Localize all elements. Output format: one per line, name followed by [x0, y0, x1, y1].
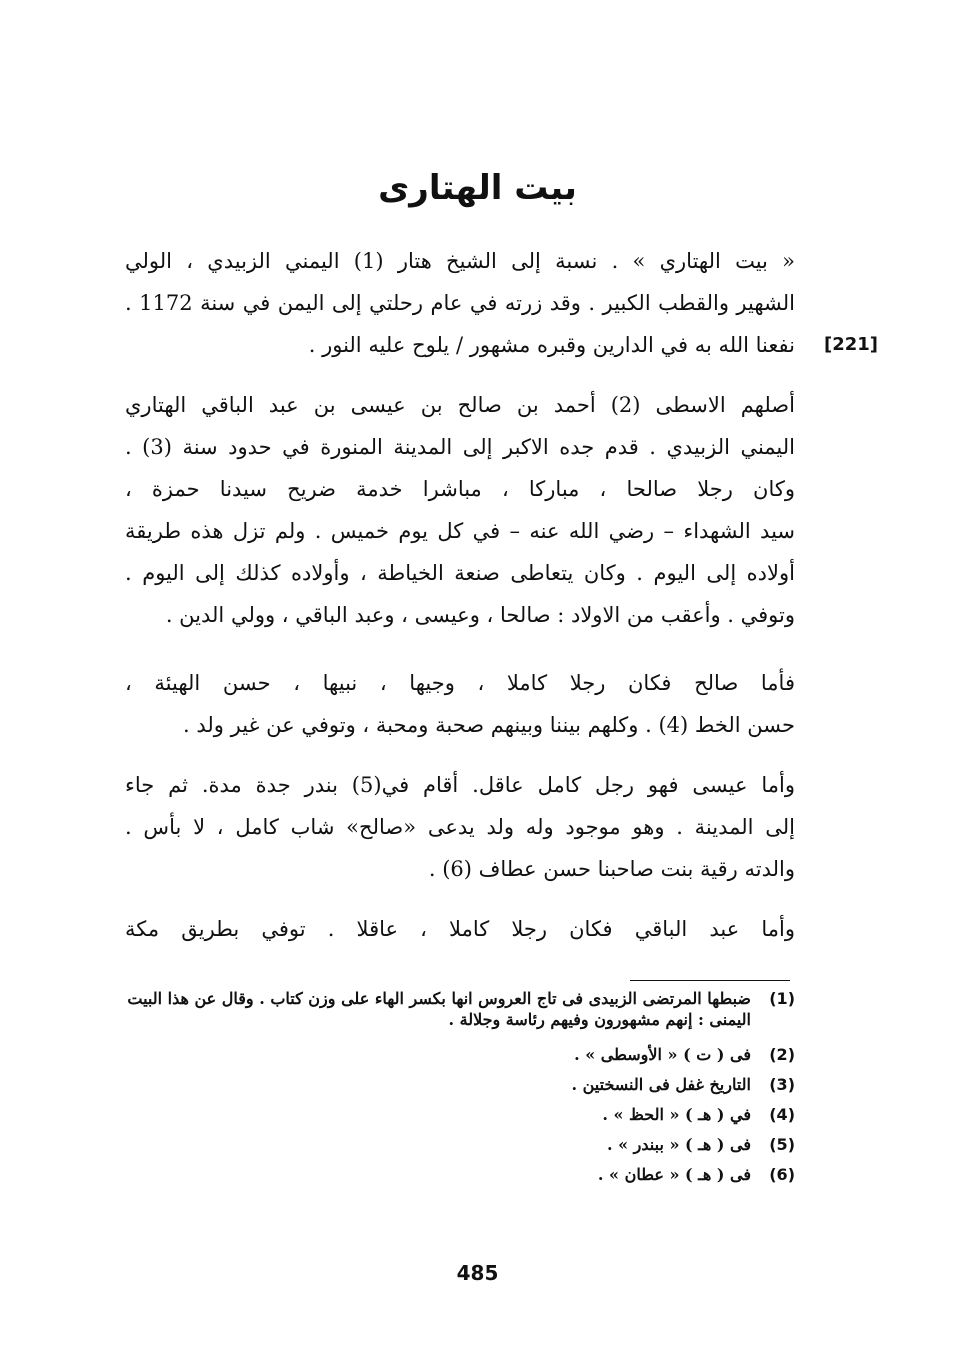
margin-page-reference: [221] [824, 334, 879, 355]
footnote-number: (4) [769, 1105, 795, 1124]
footnote-text: فى ( هـ ) « ببندر » . [606, 1135, 751, 1154]
footnote-text: ضبطها المرتضى الزبيدى فى تاج العروس انها بكسر الهاء على وزن كتاب . وقال عن هذا البيت اليمنى : إنهم مشهورون وفيهم رئاسة وجلالة . [127, 989, 751, 1029]
text-line: وأما عيسى فهو رجل كامل عاقل. أقام في(5) بندر جدة مدة. ثم جاء [125, 773, 795, 797]
footnote-text: في ( هـ ) « الحظ » . [602, 1105, 751, 1124]
paragraph-4 [125, 764, 795, 890]
footnote-item [115, 1130, 795, 1160]
paragraph-5 [125, 908, 795, 950]
text-line: إلى المدينة . وهو موجود وله ولد يدعى «صالح» شاب كامل ، لا بأس . [125, 815, 795, 839]
text-line: حسن الخط (4) . وكلهم بيننا وبينهم صحبة ومحبة ، وتوفي عن غير ولد . [183, 713, 795, 737]
footnote-divider [630, 980, 790, 981]
footnote-item [115, 1040, 795, 1070]
text-line: وكان رجلا صالحا ، مباركا ، مباشرا خدمة ضريح سيدنا حمزة ، [125, 477, 795, 501]
text-line: أصلهم الاسطى (2) أحمد بن صالح بن عيسى بن عبد الباقي الهتاري [125, 393, 795, 417]
footnote-item [115, 1100, 795, 1130]
footnote-number: (2) [769, 1045, 795, 1064]
footnote-text: فى ( ت ) « الأوسطى » . [574, 1045, 751, 1064]
footnote-item [115, 988, 795, 1030]
text-line: الشهير والقطب الكبير . وقد زرته في عام رحلتي إلى اليمن في سنة 1172 . [125, 291, 795, 315]
footnote-number: (6) [769, 1165, 795, 1184]
text-line: فأما صالح فكان رجلا كاملا ، وجيها ، نبيها ، حسن الهيئة ، [125, 671, 795, 695]
paragraph-2 [125, 384, 795, 636]
footnotes-list [115, 988, 795, 1190]
footnote-text: التاريخ غفل فى النسختين . [571, 1075, 751, 1094]
text-line: وتوفي . وأعقب من الاولاد : صالحا ، وعيسى ، وعبد الباقي ، وولي الدين . [165, 603, 795, 627]
paragraph-1 [125, 240, 795, 366]
footnote-item [115, 1160, 795, 1190]
text-line: نفعنا الله به في الدارين وقبره مشهور / يلوح عليه النور . [308, 333, 795, 357]
footnote-item [115, 1070, 795, 1100]
text-line: اليمني الزبيدي . قدم جده الاكبر إلى المدينة المنورة في حدود سنة (3) . [125, 435, 795, 459]
text-line: « بيت الهتاري » . نسبة إلى الشيخ هتار (1) اليمني الزبيدي ، الولي [125, 249, 795, 273]
footnote-number: (1) [769, 989, 795, 1008]
footnote-number: (3) [769, 1075, 795, 1094]
text-line: سيد الشهداء – رضي الله عنه – في كل يوم خميس . ولم تزل هذه طريقة [125, 519, 795, 543]
page-number: 485 [456, 1261, 499, 1285]
page-title: بيت الهتارى [378, 168, 577, 208]
text-line: والدته رقية بنت صاحبنا حسن عطاف (6) . [428, 857, 795, 881]
text-line: وأما عبد الباقي فكان رجلا كاملا ، عاقلا . توفي بطريق مكة [125, 917, 795, 941]
paragraph-3 [125, 662, 795, 746]
text-line: أولاده إلى اليوم . وكان يتعاطى صنعة الخياطة ، وأولاده كذلك إلى اليوم . [125, 561, 795, 585]
footnote-number: (5) [769, 1135, 795, 1154]
footnote-text: فى ( هـ ) « عطان » . [597, 1165, 751, 1184]
